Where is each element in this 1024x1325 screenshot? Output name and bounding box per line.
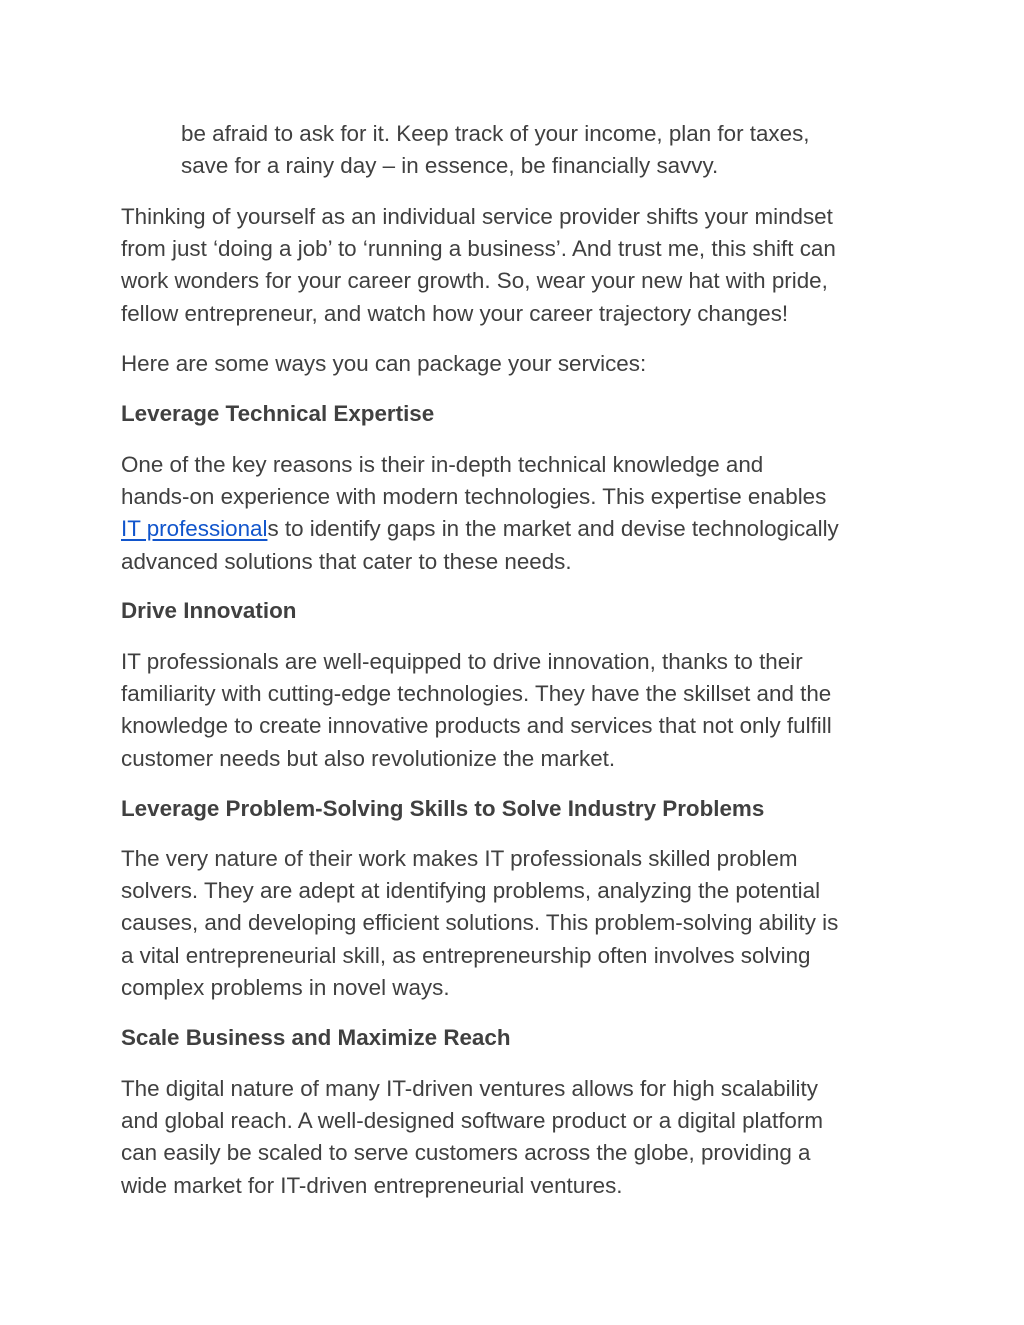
paragraph-line: hands-on experience with modern technologies. This expertise enables: [121, 484, 827, 510]
problem-solving-paragraph: [121, 843, 911, 1004]
paragraph-line: knowledge to create innovative products and services that not only fulfill: [121, 713, 832, 739]
scale-business-paragraph: [121, 1073, 911, 1202]
paragraph-line-rest: s to identify gaps in the market and devise technologically: [267, 516, 839, 542]
paragraph-line: familiarity with cutting-edge technologies. They have the skillset and the: [121, 681, 832, 707]
it-professional-link[interactable]: IT professional: [121, 516, 268, 542]
paragraph-line: a vital entrepreneurial skill, as entrepreneurship often involves solving: [121, 942, 811, 968]
paragraph-line: fellow entrepreneur, and watch how your career trajectory changes!: [121, 300, 789, 326]
section-heading-drive-innovation: Drive Innovation: [121, 598, 297, 623]
section-heading-technical-expertise: Leverage Technical Expertise: [121, 401, 435, 426]
drive-innovation-paragraph: [121, 646, 911, 775]
section-heading-scale-business: Scale Business and Maximize Reach: [121, 1025, 511, 1050]
paragraph-line: Here are some ways you can package your services:: [121, 351, 647, 376]
technical-expertise-paragraph: [121, 449, 911, 578]
section-heading-problem-solving: Leverage Problem-Solving Skills to Solve Industry Problems: [121, 796, 765, 821]
paragraph-line: and global reach. A well-designed software product or a digital platform: [121, 1108, 823, 1134]
paragraph-line: The very nature of their work makes IT professionals skilled problem: [121, 846, 798, 871]
paragraph-line: wide market for IT-driven entrepreneurial ventures.: [121, 1172, 623, 1198]
paragraph-line: advanced solutions that cater to these needs.: [121, 548, 572, 574]
package-intro-paragraph: [121, 348, 911, 380]
mindset-paragraph: [121, 201, 911, 330]
paragraph-line: IT professionals are well-equipped to drive innovation, thanks to their: [121, 649, 803, 674]
paragraph-line: from just ‘doing a job’ to ‘running a business’. And trust me, this shift can: [121, 236, 836, 262]
paragraph-line: be afraid to ask for it. Keep track of your income, plan for taxes,: [181, 121, 810, 146]
paragraph-line: [121, 513, 911, 545]
paragraph-line: One of the key reasons is their in-depth technical knowledge and: [121, 452, 764, 477]
paragraph-line: Thinking of yourself as an individual service provider shifts your mindset: [121, 204, 833, 229]
paragraph-line: save for a rainy day – in essence, be financially savvy.: [181, 153, 719, 179]
intro-continuation-paragraph: [181, 118, 971, 182]
paragraph-line: can easily be scaled to serve customers across the globe, providing a: [121, 1140, 811, 1166]
paragraph-line: The digital nature of many IT-driven ventures allows for high scalability: [121, 1076, 818, 1101]
paragraph-line: complex problems in novel ways.: [121, 974, 450, 1000]
paragraph-line: solvers. They are adept at identifying problems, analyzing the potential: [121, 878, 821, 904]
paragraph-line: causes, and developing efficient solutions. This problem-solving ability is: [121, 910, 839, 936]
paragraph-line: work wonders for your career growth. So, wear your new hat with pride,: [121, 268, 828, 294]
paragraph-line: customer needs but also revolutionize the market.: [121, 745, 616, 771]
